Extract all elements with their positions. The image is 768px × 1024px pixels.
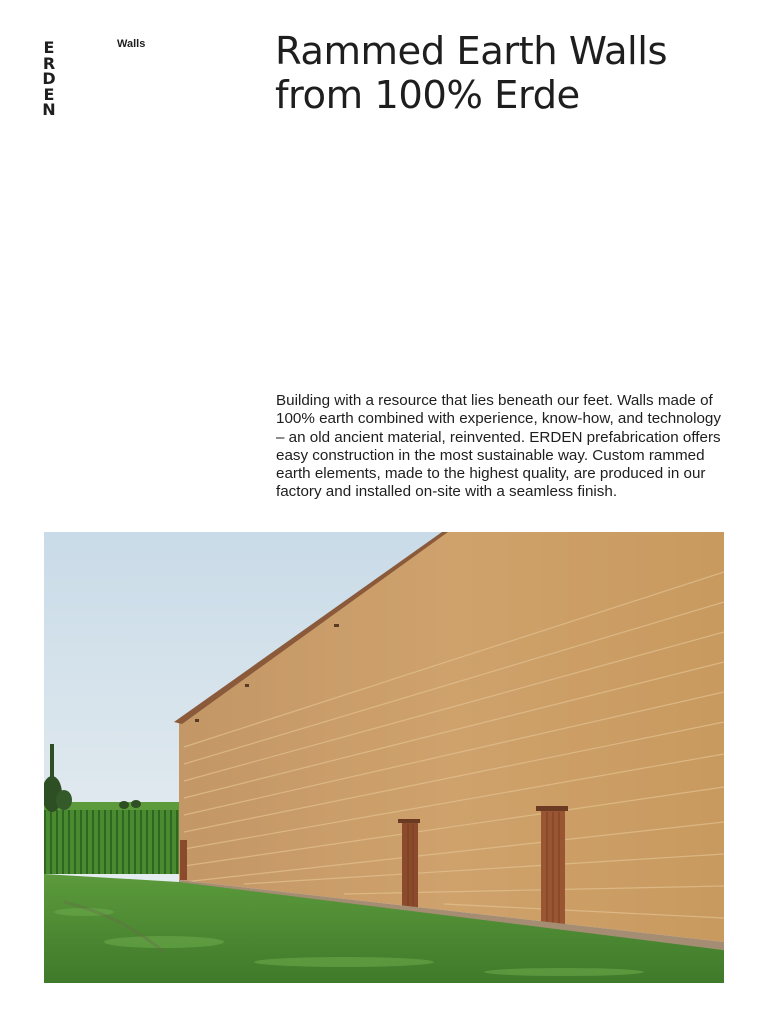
logo-letter: R: [42, 53, 56, 73]
brand-logo: [40, 40, 58, 118]
intro-paragraph: Building with a resource that lies beneath our feet. Walls made of 100% earth combined with experience, know-how, and technology – an old ancient material, reinvented. ERDEN prefabrication offers easy construction in the most sustainable way. Custom rammed earth elements, made to the highest quality, are produced in our factory and installed on-site with a seamless finish.: [276, 392, 721, 501]
rammed-earth-building-photo: [44, 532, 724, 983]
corn-field: [44, 804, 184, 874]
logo-letter: N: [42, 100, 56, 120]
door-icon: [180, 840, 187, 880]
photo-illustration: [44, 532, 724, 983]
page-title: Rammed Earth Walls from 100% Erde: [275, 29, 667, 118]
door-icon: [402, 822, 418, 914]
logo-letter: E: [43, 38, 55, 57]
logo-letter: E: [43, 84, 55, 104]
logo-letter: D: [42, 69, 56, 89]
section-label: Walls: [117, 38, 146, 50]
